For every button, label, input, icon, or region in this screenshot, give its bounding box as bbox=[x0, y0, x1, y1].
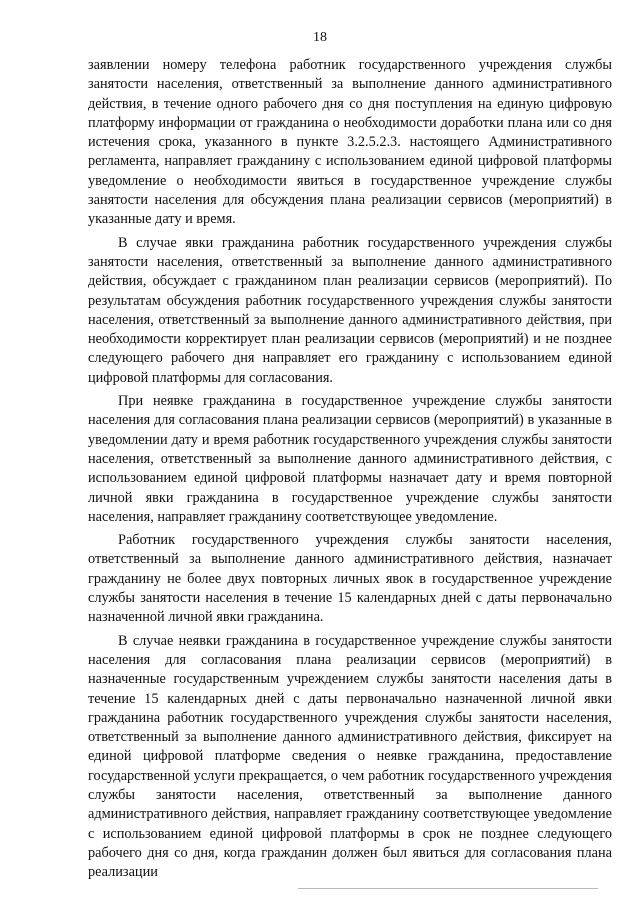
body-text bbox=[88, 56, 612, 882]
paragraph: заявлении номеру телефона работник государственного учреждения службы занятости населения, ответственный за выполнение данного административного действия, в течение одного рабочего дня со дня поступления на единую цифровую платформу информации от гражданина о необходимости доработки плана или со дня истечения срока, указанного в пункте 3.2.5.2.3. настоящего Административного регламента, направляет гражданину с использованием единой цифровой платформы уведомление о необходимости явиться в государственное учреждение службы занятости населения для обсуждения плана реализации сервисов (мероприятий) в указанные дату и время. bbox=[88, 57, 612, 228]
paragraph: Работник государственного учреждения службы занятости населения, ответственный за выполнение данного административного действия, назначает гражданину не более двух повторных личных явок в государственное учреждение службы занятости населения в течение 15 календарных дней с даты первоначально назначенной личной явки гражданина. bbox=[88, 532, 612, 626]
paragraph: В случае явки гражданина работник государственного учреждения службы занятости населения, ответственный за выполнение данного административного действия, обсуждает с гражданином план реализации сервисов (мероприятий). По результатам обсуждения работник государственного учреждения службы занятости населения, ответственный за выполнение данного административного действия, при необходимости корректирует план реализации сервисов (мероприятий) и не позднее следующего рабочего дня направляет его гражданину с использованием единой цифровой платформы для согласования. bbox=[88, 234, 612, 386]
scan-artifact-line bbox=[298, 888, 598, 889]
paragraph: При неявке гражданина в государственное учреждение службы занятости населения для согласования плана реализации сервисов (мероприятий) в указанные в уведомлении дату и время работник государственного учреждения службы занятости населения, ответственный за выполнение данного административного действия, с использованием единой цифровой платформы назначает дату и время повторной личной явки гражданина в государственное учреждение службы занятости населения, направляет гражданину соответствующее уведомление. bbox=[88, 393, 612, 525]
paragraph: В случае неявки гражданина в государственное учреждение службы занятости населения для согласования плана реализации сервисов (мероприятий) в назначенные государственным учреждением службы занятости населения даты в течение 15 календарных дней с даты первоначально назначенной личной явки гражданина работник государственного учреждения службы занятости населения, ответственный за выполнение данного административного действия, фиксирует на единой цифровой платформе сведения о неявке гражданина, предоставление государственной услуги прекращается, о чем работник государственного учреждения службы занятости населения, ответственный за выполнение данного административного действия, направляет гражданину соответствующее уведомление с использованием единой цифровой платформы в срок не позднее следующего рабочего дня со дня, когда гражданин должен был явиться для согласования плана реализации bbox=[88, 632, 612, 881]
page-number: 18 bbox=[313, 30, 327, 45]
